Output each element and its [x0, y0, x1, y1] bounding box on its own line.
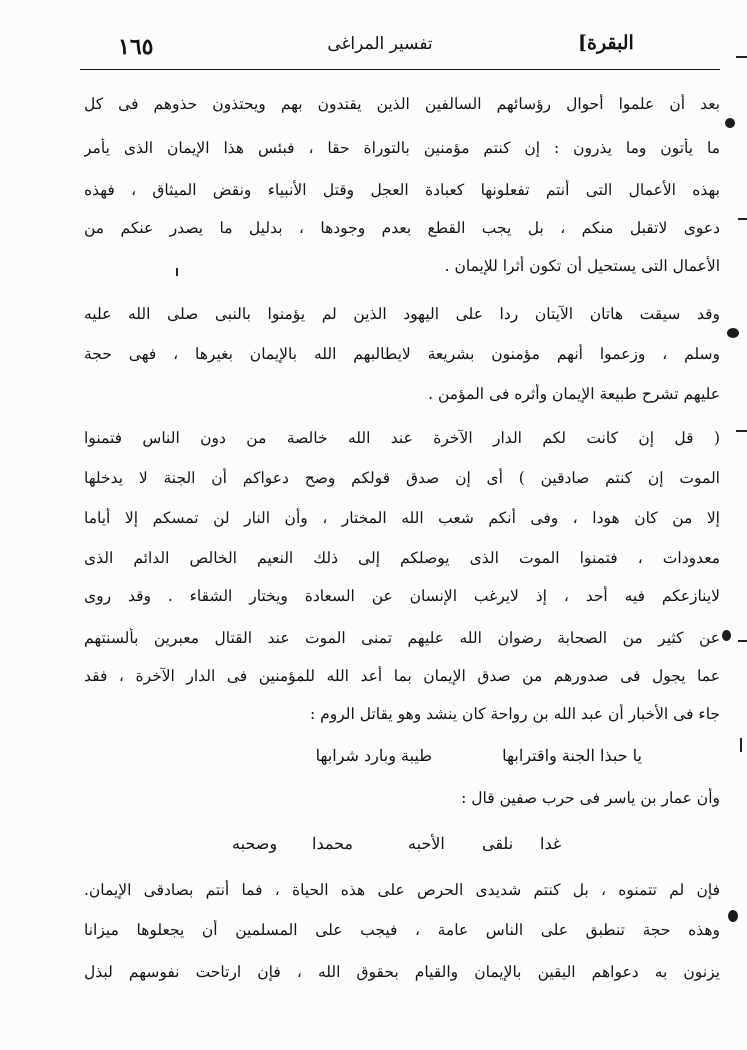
book-title: تفسير المراغى — [327, 34, 433, 54]
verse-2-word: نلقى — [482, 834, 514, 853]
ink-speck — [176, 268, 178, 276]
paragraph-3-line: الموت إن كنتم صادقين ) أى إن صدق قولكم وصح دعواكم أن الجنة لا يدخلها — [84, 469, 720, 487]
verse-2-word: محمدا — [312, 834, 353, 853]
paragraph-3-line: عما يجول فى صدورهم من صدق الإيمان بما أعد الله للمؤمنين فى الدار الآخرة ، فقد — [84, 667, 720, 685]
paragraph-3-line: لاينازعكم فيه أحد ، إذ لايرغب الإنسان عن السعادة ويختار الشقاء . وقد روى — [84, 587, 720, 605]
paragraph-1-line: بهذه الأعمال التى أنتم تفعلونها كعبادة العجل وقتل الأنبياء ونقض الميثاق ، فهذه — [84, 181, 720, 199]
paragraph-3-line: عن كثير من الصحابة رضوان الله عليهم تمنى الموت عند القتال معبرين بألسنتهم — [84, 629, 720, 647]
margin-tick — [738, 640, 747, 642]
paragraph-1-line: الأعمال التى يستحيل أن تكون أثرا للإيمان . — [444, 257, 720, 275]
margin-tick — [738, 218, 747, 220]
scan-blot — [728, 910, 738, 922]
paragraph-3-line: جاء فى الأخبار أن عبد الله بن رواحة كان ينشد وهو يقاتل الروم : — [309, 705, 720, 723]
verse-2-intro: وأن عمار بن ياسر فى حرب صفين قال : — [461, 789, 720, 807]
paragraph-2-line: عليهم تشرح طبيعة الإيمان وأثره فى المؤمن . — [428, 385, 720, 403]
paragraph-3-line: معدودات ، فتمنوا الموت الذى يوصلكم إلى ذلك النعيم الخالص الدائم الذى — [84, 549, 720, 567]
surah-name: البقرة] — [578, 32, 634, 54]
paragraph-1-line: بعد أن علموا أحوال رؤسائهم السالفين الذين يقتدون بهم ويحتذون حذوهم فى كل — [84, 95, 720, 113]
paragraph-3-line: ( قل إن كانت لكم الدار الآخرة عند الله خالصة من دون الناس فتمنوا — [84, 429, 720, 447]
paragraph-4-line: فإن لم تتمنوه ، بل كنتم شديدى الحرص على هذه الحياة ، فما أنتم بصادقى الإيمان. — [84, 881, 720, 899]
paragraph-2-line: وسلم ، وزعموا أنهم مؤمنون بشريعة لايطالبهم الله بالإيمان بغيرها ، فهى حجة — [84, 345, 720, 363]
margin-tick — [740, 738, 742, 752]
verse-2-word: الأحبه — [408, 834, 445, 853]
header-rule — [80, 69, 720, 70]
paragraph-1-line: دعوى لاتقبل منكم ، بل يجب القطع بعدم وجودها ، بدليل ما يصدر عنكم من — [84, 219, 720, 237]
paragraph-5-line: يزنون به دعواهم اليقين بالإيمان والقيام بحقوق الله ، فإن ارتاحت نفوسهم لبذل — [84, 963, 720, 981]
scan-blot — [725, 118, 735, 128]
verse-1-hemistich-right: يا حبذا الجنة واقترابها — [502, 746, 642, 765]
paragraph-3-line: إلا من كان هودا ، وفى أنكم شعب الله المختار ، وأن النار لن تمسكم إلا أياما — [84, 509, 720, 527]
margin-tick — [736, 430, 747, 432]
paragraph-5-line: وهذه حجة تنطبق على الناس عامة ، فيجب على المسلمين أن يجعلوها ميزانا — [84, 921, 720, 939]
paragraph-2-line: وقد سيقت هاتان الآيتان ردا على اليهود الذين لم يؤمنوا بالنبى صلى الله عليه — [84, 305, 720, 323]
scan-blot — [722, 630, 731, 641]
margin-tick — [736, 56, 747, 58]
verse-1-hemistich-left: طيبة وبارد شرابها — [315, 746, 432, 765]
paragraph-1-line: ما يأتون وما يذرون : إن كنتم مؤمنين بالتوراة حقا ، فبئس هذا الإيمان الذى يأمر — [84, 139, 720, 157]
verse-2-word: غدا — [540, 834, 562, 853]
page-number: ١٦٥ — [118, 34, 154, 60]
verse-2-word: وصحبه — [232, 834, 278, 853]
scan-blot — [727, 328, 739, 338]
